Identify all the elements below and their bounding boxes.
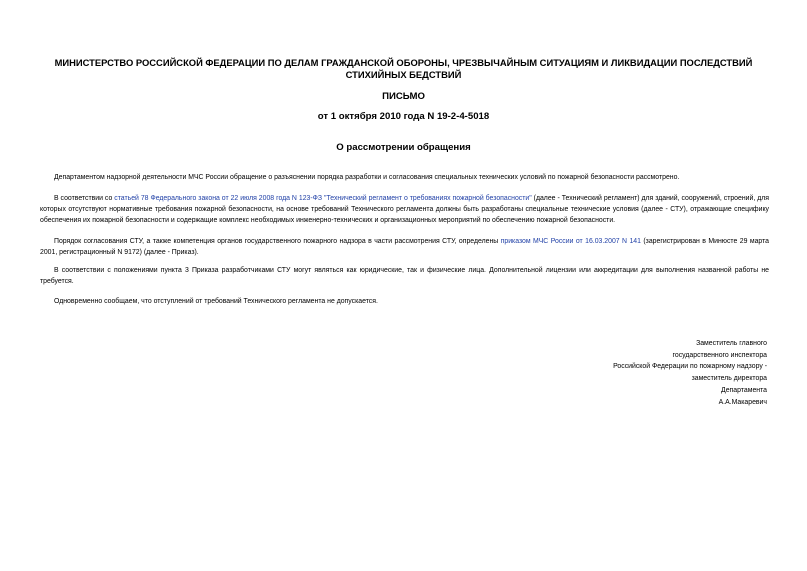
paragraph-3-text-before: Порядок согласования СТУ, а также компетенция органов государственного пожарного надзора в части рассмотрения СТУ, определены bbox=[54, 238, 501, 245]
paragraph-2 bbox=[40, 193, 769, 226]
signature-block bbox=[613, 338, 767, 408]
document-date-number: от 1 октября 2010 года N 19-2-4-5018 bbox=[317, 111, 490, 122]
signature-name: А.А.Макаревич bbox=[718, 398, 767, 406]
paragraph-1: Департаментом надзорной деятельности МЧС России обращение о разъяснении порядка разработки и согласования специальных технических условий по пожарной безопасности рассмотрено. bbox=[54, 174, 680, 181]
ministry-heading: МИНИСТЕРСТВО РОССИЙСКОЙ ФЕДЕРАЦИИ ПО ДЕЛАМ ГРАЖДАНСКОЙ ОБОРОНЫ, ЧРЕЗВЫЧАЙНЫМ СИТУАЦИЯМ И ЛИКВИДАЦИИ ПОСЛЕДСТВИЙ СТИХИЙНЫХ БЕДСТВИЙ bbox=[54, 57, 753, 80]
paragraph-4: В соответствии с положениями пункта 3 Приказа разработчиками СТУ могут являться как юридические, так и физические лица. Дополнительной лицензии или аккредитации для выполнения названной работы не требуется. bbox=[40, 267, 769, 285]
document-type: ПИСЬМО bbox=[382, 91, 425, 102]
signature-line-1: Заместитель главного bbox=[696, 340, 767, 347]
federal-law-link[interactable]: статьей 78 Федерального закона от 22 июля 2008 года N 123-ФЗ "Технический регламент о требованиях пожарной безопасности" bbox=[114, 195, 532, 202]
paragraph-2-text-before: В соответствии со bbox=[54, 195, 115, 202]
signature-line-4: заместитель директора bbox=[691, 375, 767, 383]
signature-line-3: Российской Федерации по пожарному надзору - bbox=[613, 363, 767, 371]
signature-line-5: Департамента bbox=[721, 386, 767, 394]
paragraph-3-text-after: (зарегистрирован в Минюсте 29 марта 2001, регистрационный N 9172) (далее - Приказ). bbox=[40, 238, 769, 256]
mchs-order-link[interactable]: приказом МЧС России от 16.03.2007 N 141 bbox=[500, 238, 641, 245]
paragraph-3 bbox=[40, 236, 769, 258]
document-subject: О рассмотрении обращения bbox=[336, 142, 471, 153]
paragraph-5: Одновременно сообщаем, что отступлений от требований Технического регламента не допускается. bbox=[54, 298, 378, 305]
signature-line-2: государственного инспектора bbox=[672, 351, 767, 359]
paragraph-2-text-after: (далее - Технический регламент) для зданий, сооружений, строений, для которых отсутствуют нормативные требования пожарной безопасности, на основе требований Технического регламента должны быть разработаны специальные технические условия (далее - СТУ), отражающие специфику обеспечения их пожарной безопасности и содержащие комплекс необходимых инженерно-технических и организационных мероприятий по обеспечению пожарной безопасности. bbox=[40, 195, 769, 224]
